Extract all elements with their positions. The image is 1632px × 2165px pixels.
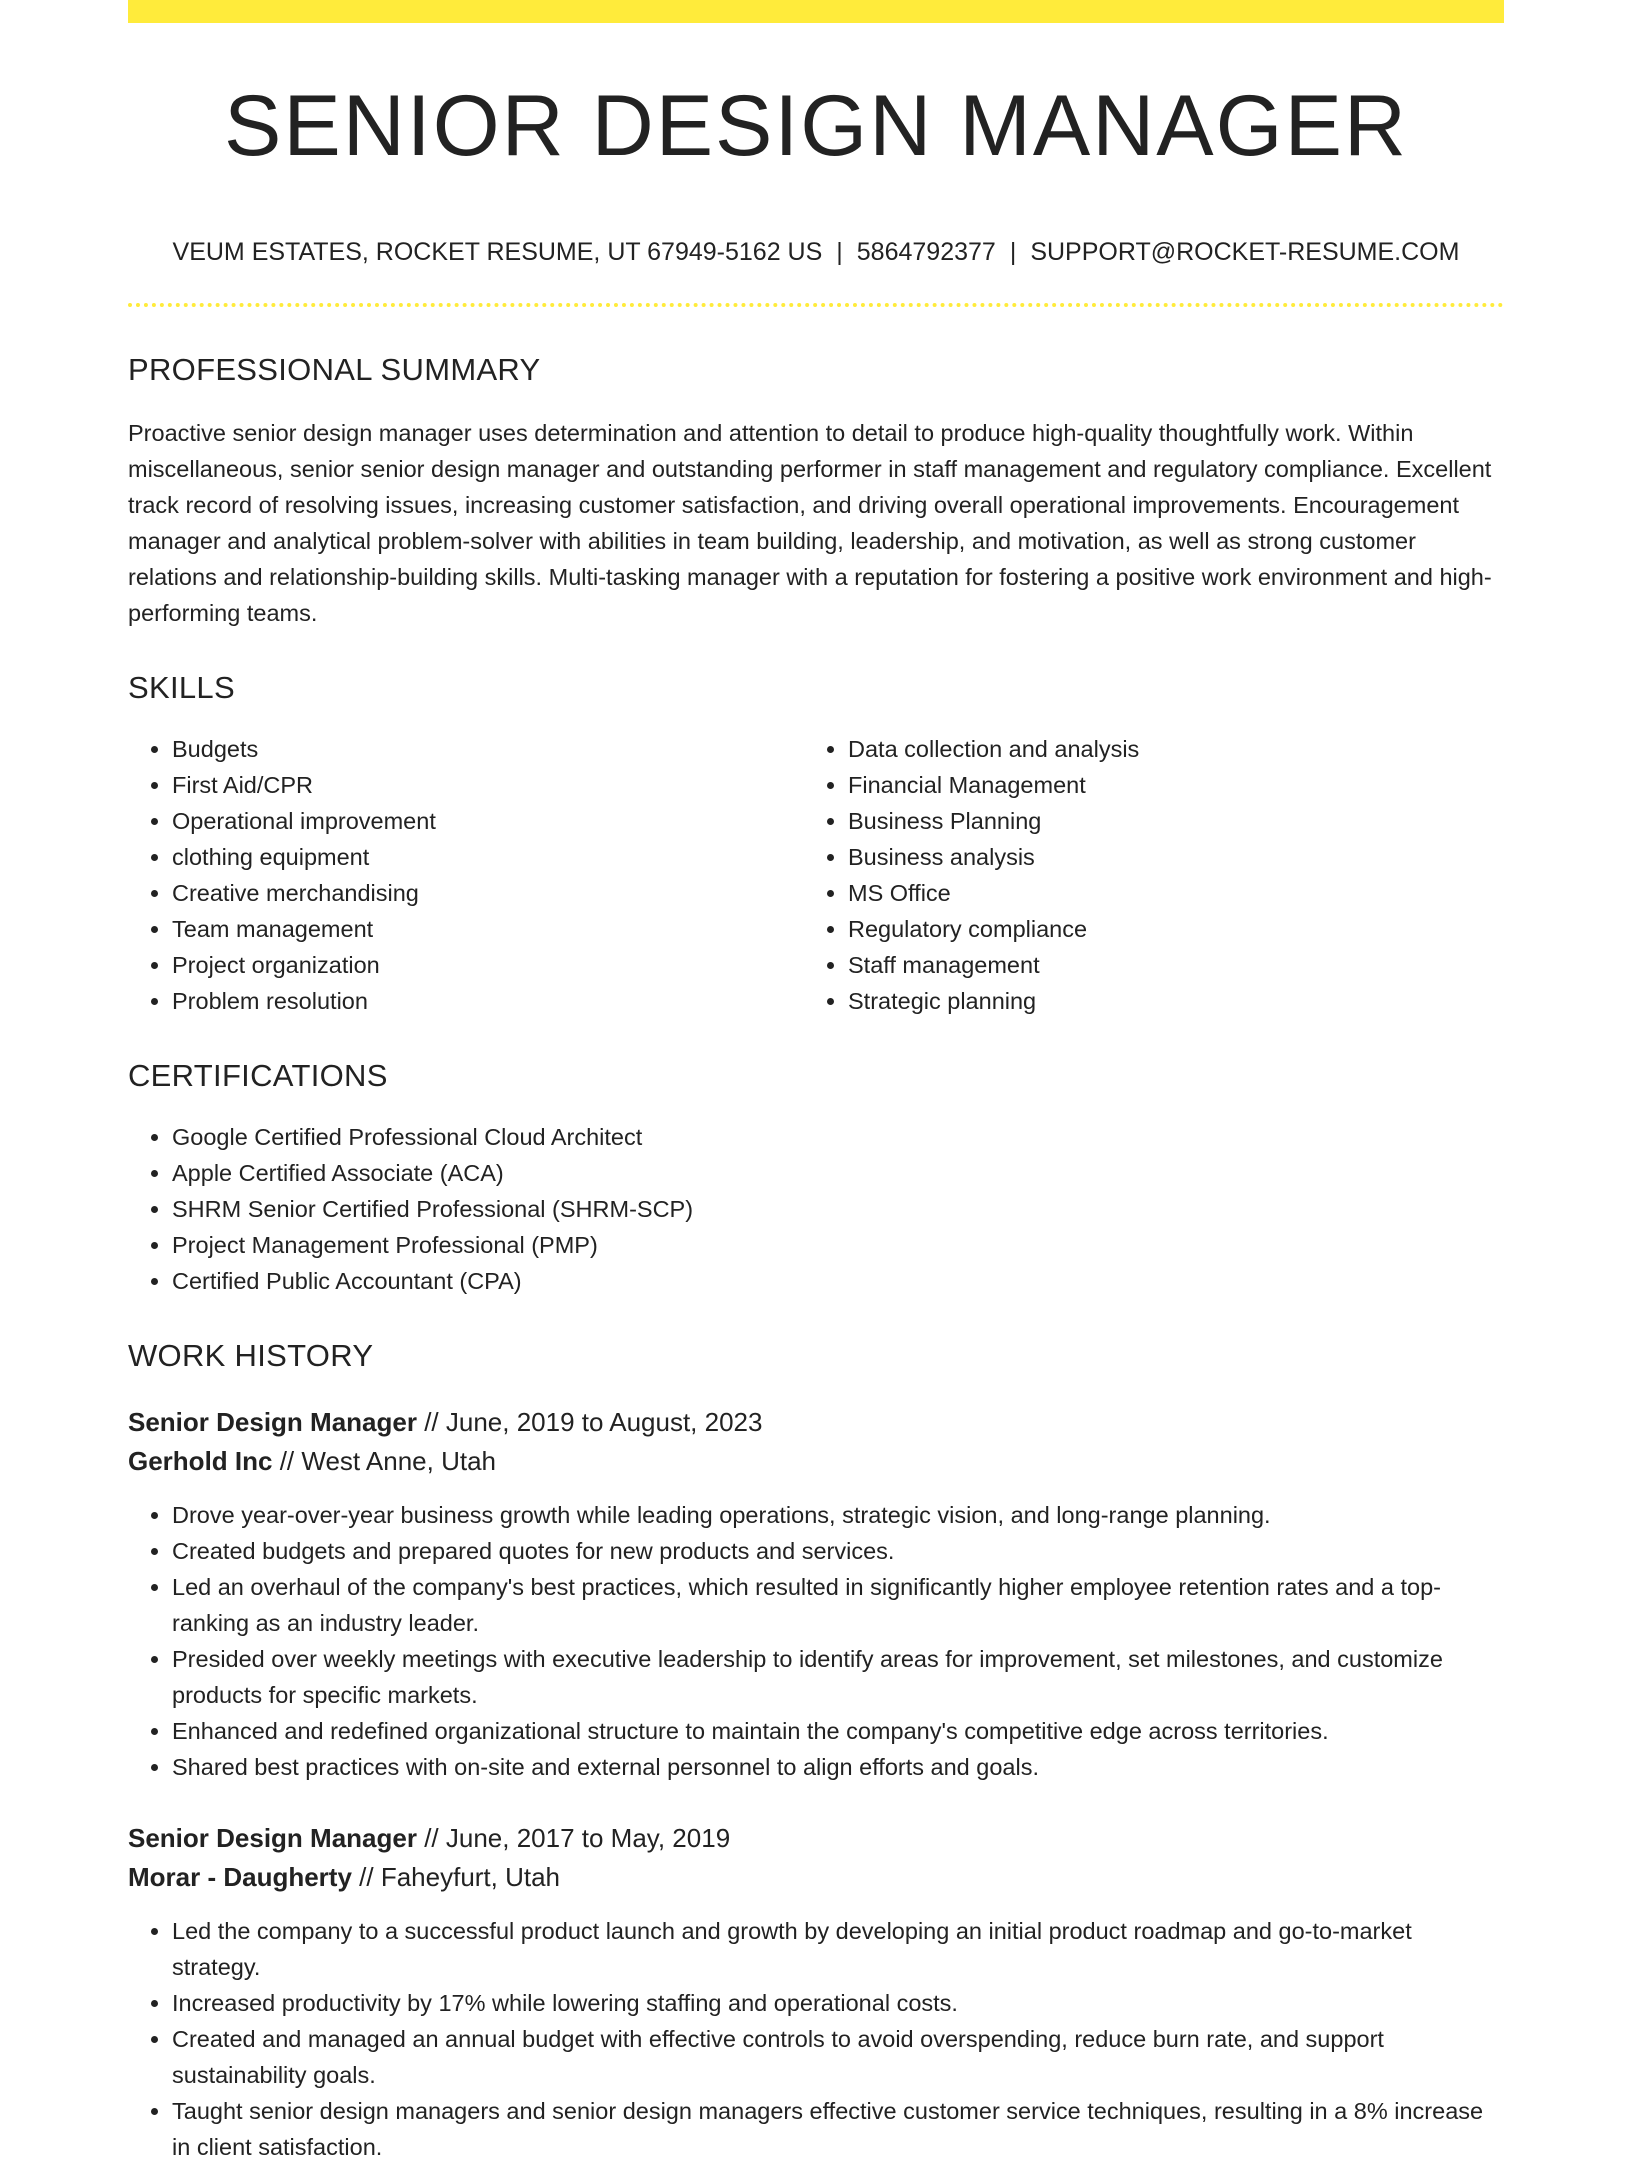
job-bullet: • Taught senior design managers and senior design managers effective customer service techniques, resulting in a 8% increase in client satisfaction. (172, 2093, 1504, 2165)
skills-list-right (804, 731, 1480, 1019)
skill-item: • Project organization (172, 947, 804, 983)
skill-item: • Creative merchandising (172, 875, 804, 911)
skills-heading: SKILLS (128, 670, 235, 706)
job-bullet-list (128, 1497, 1504, 1785)
skill-item: • Operational improvement (172, 803, 804, 839)
skill-item: • MS Office (848, 875, 1480, 911)
contact-address: VEUM ESTATES, ROCKET RESUME, UT 67949-5162 US (172, 238, 823, 266)
skill-item: • Business analysis (848, 839, 1480, 875)
resume-name: SENIOR DESIGN MANAGER (223, 78, 1409, 174)
summary-heading: PROFESSIONAL SUMMARY (128, 352, 541, 387)
job-entry (128, 1403, 1504, 1785)
job-location: // West Anne, Utah (279, 1446, 497, 1477)
job-location: // Faheyfurt, Utah (359, 1862, 561, 1893)
job-company: Gerhold Inc (128, 1446, 273, 1477)
job-role: Senior Design Manager (128, 1823, 417, 1854)
job-dates: // June, 2019 to August, 2023 (424, 1407, 763, 1438)
contact-line (128, 237, 1504, 267)
job-role: Senior Design Manager (128, 1407, 417, 1438)
job-bullet: • Created budgets and prepared quotes for new products and services. (172, 1533, 1504, 1569)
summary-text: Proactive senior design manager uses determination and attention to detail to produce high-quality thoughtfully work. Within miscellaneous, senior senior design manager and outstanding performer in staff management and regulatory compliance. Excellent track record of resolving issues, increasing customer satisfaction, and driving overall operational improvements. Encouragement manager and analytical problem-solver with abilities in team building, leadership, and motivation, as well as strong customer relations and relationship-building skills. Multi-tasking manager with a reputation for fostering a positive work environment and high-performing teams. (128, 420, 1492, 627)
job-bullet: • Increased productivity by 17% while lowering staffing and operational costs. (172, 1985, 1504, 2021)
skill-item: • Staff management (848, 947, 1480, 983)
contact-separator: | (836, 238, 843, 266)
skill-item: • Business Planning (848, 803, 1480, 839)
job-bullet: • Presided over weekly meetings with executive leadership to identify areas for improvement, set milestones, and customize products for specific markets. (172, 1641, 1504, 1713)
job-bullet-list (128, 1913, 1504, 2165)
certification-item: • Certified Public Accountant (CPA) (172, 1263, 1504, 1299)
skill-item: • Strategic planning (848, 983, 1480, 1019)
resume-page (128, 0, 1504, 2165)
skill-item: • Data collection and analysis (848, 731, 1480, 767)
job-bullet: • Led the company to a successful product launch and growth by developing an initial product roadmap and go-to-market strategy. (172, 1913, 1504, 1985)
skill-item: • Team management (172, 911, 804, 947)
job-company-line (128, 1442, 1504, 1481)
dotted-divider (128, 303, 1504, 307)
certification-item: • Project Management Professional (PMP) (172, 1227, 1504, 1263)
job-dates: // June, 2017 to May, 2019 (424, 1823, 731, 1854)
job-entry (128, 1819, 1504, 2165)
certifications-list (128, 1119, 1504, 1299)
skill-item: • Budgets (172, 731, 804, 767)
certification-item: • Apple Certified Associate (ACA) (172, 1155, 1504, 1191)
skill-item: • Problem resolution (172, 983, 804, 1019)
certifications-heading: CERTIFICATIONS (128, 1058, 388, 1094)
contact-phone: 5864792377 (856, 238, 996, 266)
job-bullet: • Created and managed an annual budget with effective controls to avoid overspending, reduce burn rate, and support sustainability goals. (172, 2021, 1504, 2093)
job-company: Morar - Daugherty (128, 1862, 352, 1893)
certification-item: • SHRM Senior Certified Professional (SHRM-SCP) (172, 1191, 1504, 1227)
skill-item: • clothing equipment (172, 839, 804, 875)
skill-item: • First Aid/CPR (172, 767, 804, 803)
skill-item: • Regulatory compliance (848, 911, 1480, 947)
skills-columns (128, 731, 1504, 1019)
contact-separator: | (1009, 238, 1017, 266)
certification-item: • Google Certified Professional Cloud Architect (172, 1119, 1504, 1155)
job-title-line (128, 1403, 1504, 1442)
contact-email: SUPPORT@ROCKET-RESUME.COM (1030, 238, 1460, 266)
job-bullet: • Led an overhaul of the company's best practices, which resulted in significantly higher employee retention rates and a top-ranking as an industry leader. (172, 1569, 1504, 1641)
accent-top-bar (128, 0, 1504, 23)
work-history-heading: WORK HISTORY (128, 1338, 374, 1374)
job-bullet: • Enhanced and redefined organizational structure to maintain the company's competitive edge across territories. (172, 1713, 1504, 1749)
job-bullet: • Drove year-over-year business growth while leading operations, strategic vision, and long-range planning. (172, 1497, 1504, 1533)
job-title-line (128, 1819, 1504, 1858)
job-company-line (128, 1858, 1504, 1897)
job-bullet: • Shared best practices with on-site and external personnel to align efforts and goals. (172, 1749, 1504, 1785)
skills-list-left (128, 731, 804, 1019)
skill-item: • Financial Management (848, 767, 1480, 803)
